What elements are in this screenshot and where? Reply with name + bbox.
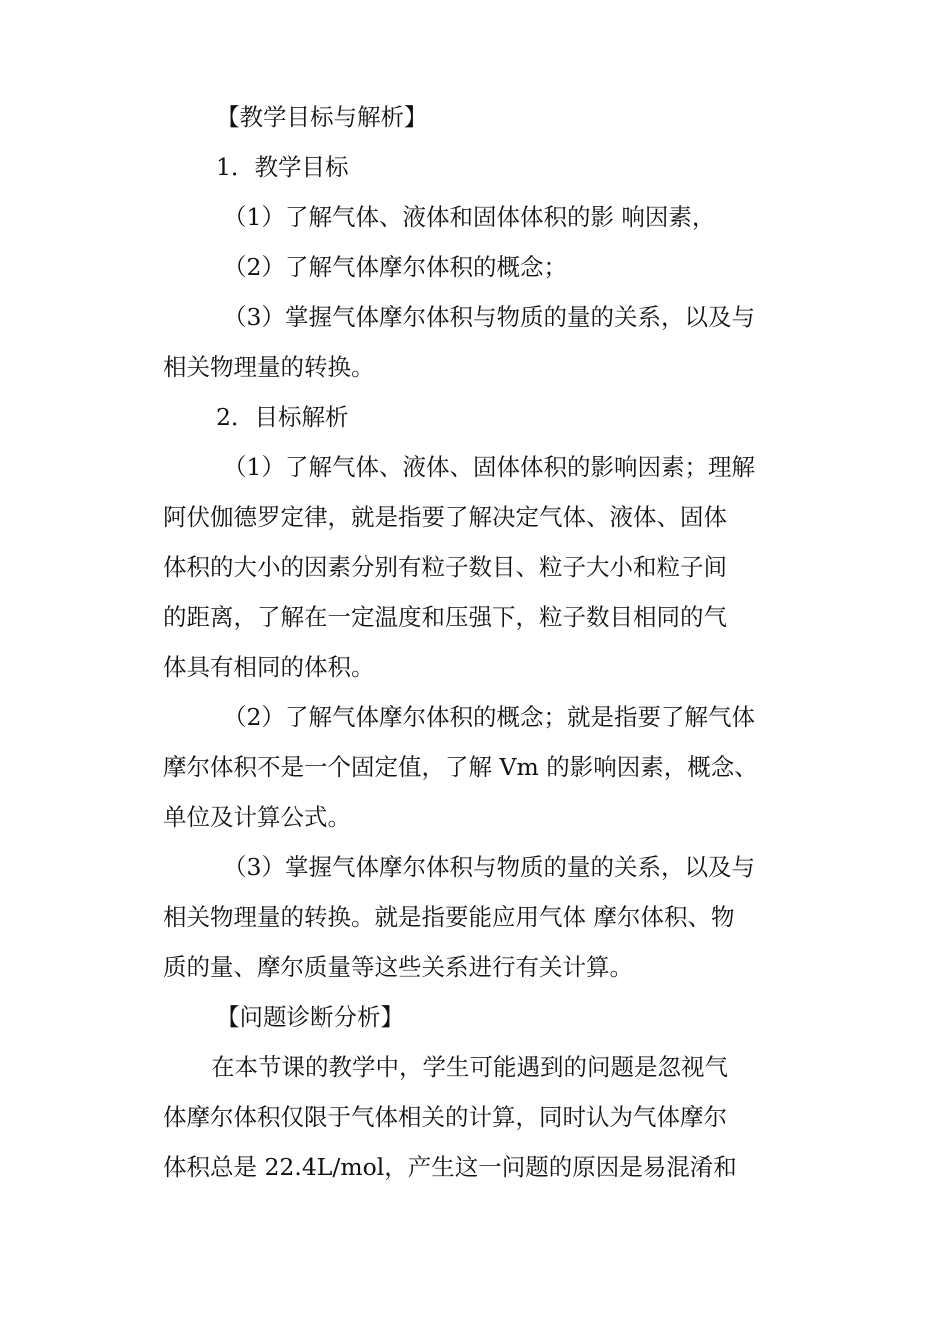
analysis-item-1-line-4: 的距离，了解在一定温度和压强下，粒子数目相同的气 [163,603,727,631]
diagnosis-paragraph-line-3: 体积总是 22.4L/mol，产生这一问题的原因是易混淆和 [163,1153,737,1181]
goal-item-3: （3）掌握气体摩尔体积与物质的量的关系，以及与 [223,303,755,331]
goal-item-1: （1）了解气体、液体和固体体积的影 响因素， [223,203,716,231]
analysis-item-2: （2）了解气体摩尔体积的概念；就是指要了解气体 [223,703,755,731]
document-body [163,92,793,1192]
goal-item-3-continued: 相关物理量的转换。 [163,353,375,381]
diagnosis-paragraph-line-2: 体摩尔体积仅限于气体相关的计算，同时认为气体摩尔 [163,1103,727,1131]
analysis-item-3-line-3: 质的量、摩尔质量等这些关系进行有关计算。 [163,953,633,981]
analysis-item-1-line-3: 体积的大小的因素分别有粒子数目、粒子大小和粒子间 [163,553,727,581]
analysis-item-1: （1）了解气体、液体、固体体积的影响因素；理解 [223,453,755,481]
analysis-item-3-line-2: 相关物理量的转换。就是指要能应用气体 摩尔体积、物 [163,903,735,931]
section-heading-problem-diagnosis: 【问题诊断分析】 [216,1003,404,1031]
subheading-goal-analysis: 2．目标解析 [216,403,349,431]
subheading-teaching-goals: 1．教学目标 [216,153,349,181]
section-heading-teaching-goals: 【教学目标与解析】 [216,103,428,131]
analysis-item-3: （3）掌握气体摩尔体积与物质的量的关系，以及与 [223,853,755,881]
analysis-item-1-line-5: 体具有相同的体积。 [163,653,375,681]
analysis-item-2-line-2: 摩尔体积不是一个固定值，了解 Vm 的影响因素，概念、 [163,753,758,781]
analysis-item-2-line-3: 单位及计算公式。 [163,803,351,831]
goal-item-2: （2）了解气体摩尔体积的概念； [223,253,567,281]
analysis-item-1-line-2: 阿伏伽德罗定律，就是指要了解决定气体、液体、固体 [163,503,727,531]
diagnosis-paragraph: 在本节课的教学中，学生可能遇到的问题是忽视气 [211,1053,728,1081]
